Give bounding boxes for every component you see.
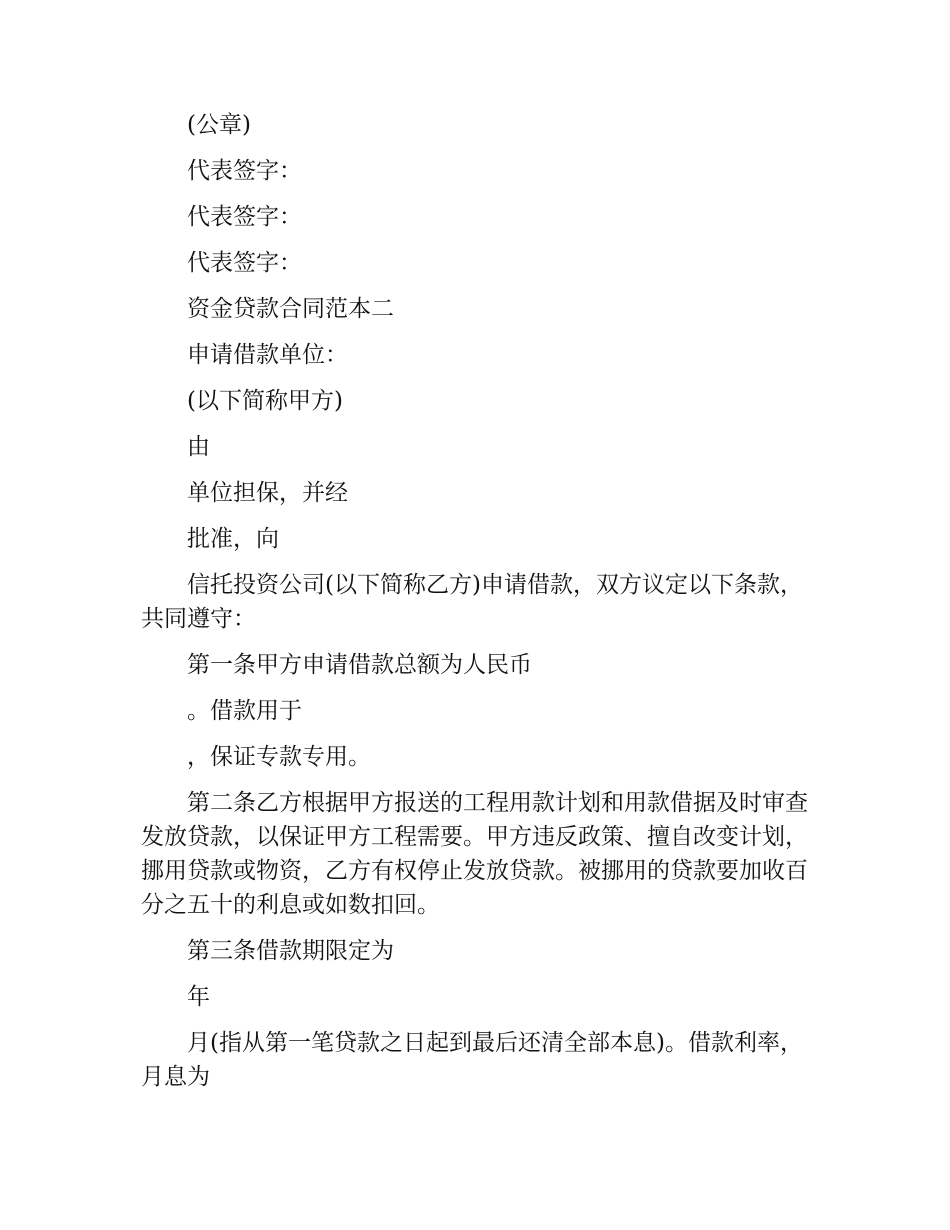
paragraph-approval: 批准，向 bbox=[187, 526, 279, 552]
paragraph-seal: (公章) bbox=[187, 112, 251, 138]
document-body bbox=[141, 108, 811, 1106]
paragraph-article-3: 第三条借款期限定为 bbox=[187, 938, 394, 964]
paragraph-by: 由 bbox=[187, 434, 210, 460]
paragraph-trust-company: 信托投资公司(以下简称乙方)申请借款，双方议定以下条款，共同遵守： bbox=[141, 572, 803, 632]
paragraph-signature-1: 代表签字： bbox=[187, 158, 302, 184]
paragraph-party-a: (以下简称甲方) bbox=[187, 388, 343, 414]
paragraph-article-2: 第二条乙方根据甲方报送的工程用款计划和用款借据及时审查发放贷款，以保证甲方工程需要。甲方违反政策、擅自改变计划，挪用贷款或物资，乙方有权停止发放贷款。被挪用的贷款要加收百分之五十的利息或如数扣回。 bbox=[141, 790, 808, 918]
paragraph-special-use: ，保证专款专用。 bbox=[187, 744, 371, 770]
paragraph-loan-purpose: 。借款用于 bbox=[187, 698, 302, 724]
paragraph-article-1: 第一条甲方申请借款总额为人民币 bbox=[187, 652, 532, 678]
paragraph-month-interest: 月(指从第一笔贷款之日起到最后还清全部本息)。借款利率，月息为 bbox=[141, 1030, 803, 1090]
section-title: 资金贷款合同范本二 bbox=[187, 296, 394, 322]
paragraph-borrower: 申请借款单位： bbox=[187, 342, 348, 368]
paragraph-signature-2: 代表签字： bbox=[187, 204, 302, 230]
paragraph-year: 年 bbox=[187, 984, 210, 1010]
paragraph-signature-3: 代表签字： bbox=[187, 250, 302, 276]
paragraph-guarantor: 单位担保，并经 bbox=[187, 480, 348, 506]
